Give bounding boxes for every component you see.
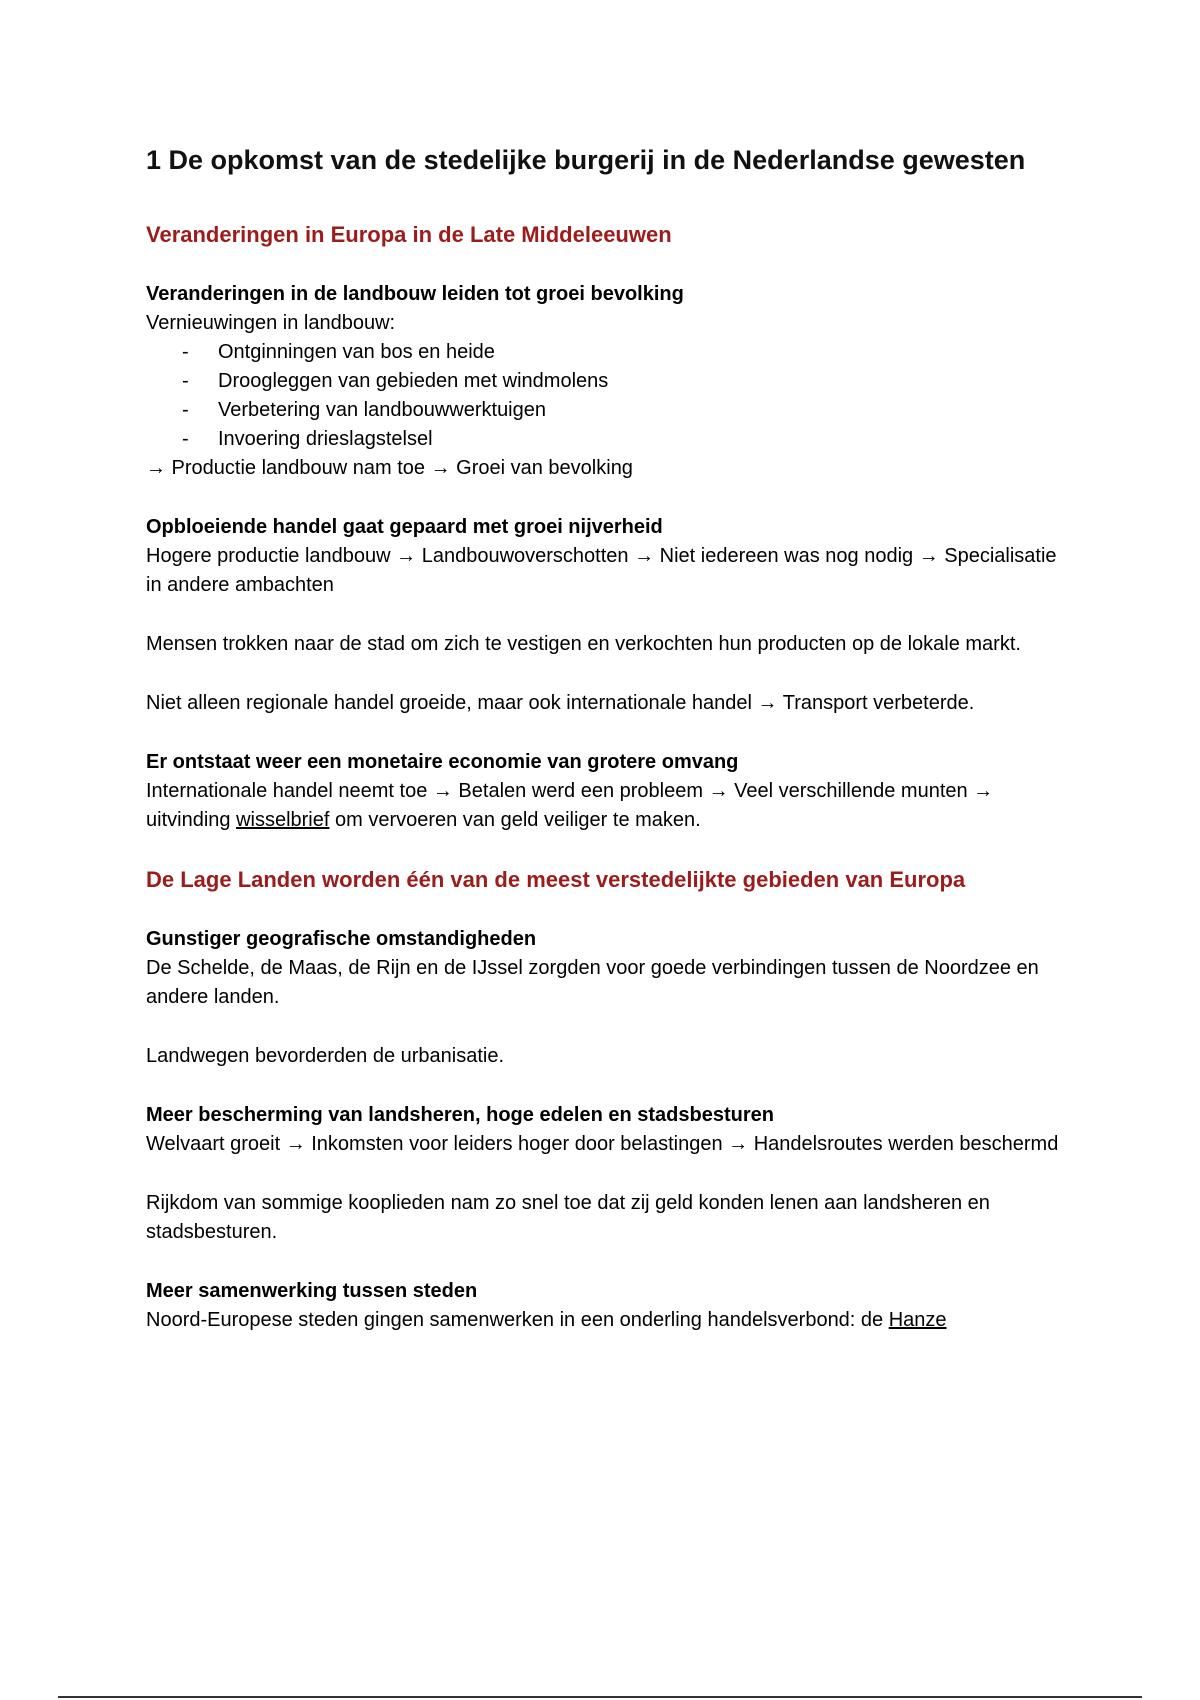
paragraph-geografisch-1: De Schelde, de Maas, de Rijn en de IJssel zorgden voor goede verbindingen tussen de Noordzee en andere landen.	[146, 957, 1039, 1008]
bullet-marker: -	[182, 341, 189, 363]
list-item	[146, 396, 1076, 425]
paragraph-handel-2: Mensen trokken naar de stad om zich te vestigen en verkochten hun producten op de lokale markt.	[146, 633, 1021, 655]
paragraph-geografisch-2: Landwegen bevorderden de urbanisatie.	[146, 1045, 505, 1067]
document-title: 1 De opkomst van de stedelijke burgerij in de Nederlandse gewesten	[146, 145, 1026, 175]
subheading-monetair: Er ontstaat weer een monetaire economie van grotere omvang	[146, 751, 739, 773]
section-heading-europa: Veranderingen in Europa in de Late Middeleeuwen	[146, 222, 672, 247]
bullet-marker: -	[182, 399, 189, 421]
list-item-text: Verbetering van landbouwwerktuigen	[218, 399, 546, 421]
term-hanze: Hanze	[888, 1309, 947, 1331]
paragraph-conclusion: → Productie landbouw nam toe → Groei van bevolking	[146, 457, 633, 479]
paragraph-samenwerking	[146, 1306, 1076, 1335]
paragraph-text: Noord-Europese steden gingen samenwerken in een onderling handelsverbond: de	[146, 1309, 889, 1331]
paragraph-text: om vervoeren van geld veiliger te maken.	[329, 809, 701, 831]
list-item-text: Invoering drieslagstelsel	[218, 428, 433, 450]
subheading-samenwerking: Meer samenwerking tussen steden	[146, 1280, 478, 1302]
section-heading-lage-landen: De Lage Landen worden één van de meest verstedelijkte gebieden van Europa	[146, 867, 966, 892]
paragraph-handel-1: Hogere productie landbouw → Landbouwoverschotten → Niet iedereen was nog nodig → Specialisatie in andere ambachten	[146, 545, 1057, 596]
term-wisselbrief: wisselbrief	[236, 809, 330, 831]
subheading-handel: Opbloeiende handel gaat gepaard met groei nijverheid	[146, 516, 663, 538]
paragraph-monetair	[146, 777, 1076, 835]
list-item-text: Ontginningen van bos en heide	[218, 341, 495, 363]
document-page	[146, 142, 1076, 1335]
list-item-text: Droogleggen van gebieden met windmolens	[218, 370, 609, 392]
bullet-list-landbouw	[146, 338, 1076, 454]
paragraph-bescherming-2: Rijkdom van sommige kooplieden nam zo snel toe dat zij geld konden lenen aan landsheren en stadsbesturen.	[146, 1192, 990, 1243]
subheading-bescherming: Meer bescherming van landsheren, hoge edelen en stadsbesturen	[146, 1104, 774, 1126]
subheading-geografisch: Gunstiger geografische omstandigheden	[146, 928, 537, 950]
paragraph-intro: Vernieuwingen in landbouw:	[146, 312, 396, 334]
footer-divider	[58, 1696, 1142, 1698]
list-item	[146, 338, 1076, 367]
paragraph-text: Internationale handel neemt toe → Betalen werd een probleem → Veel verschillende munten → uitvinding	[146, 780, 994, 831]
paragraph-bescherming-1: Welvaart groeit → Inkomsten voor leiders hoger door belastingen → Handelsroutes werden beschermd	[146, 1133, 1059, 1155]
subheading-landbouw: Veranderingen in de landbouw leiden tot groei bevolking	[146, 283, 684, 305]
paragraph-handel-3: Niet alleen regionale handel groeide, maar ook internationale handel → Transport verbeterde.	[146, 692, 975, 714]
list-item	[146, 425, 1076, 454]
list-item	[146, 367, 1076, 396]
bullet-marker: -	[182, 370, 189, 392]
bullet-marker: -	[182, 428, 189, 450]
